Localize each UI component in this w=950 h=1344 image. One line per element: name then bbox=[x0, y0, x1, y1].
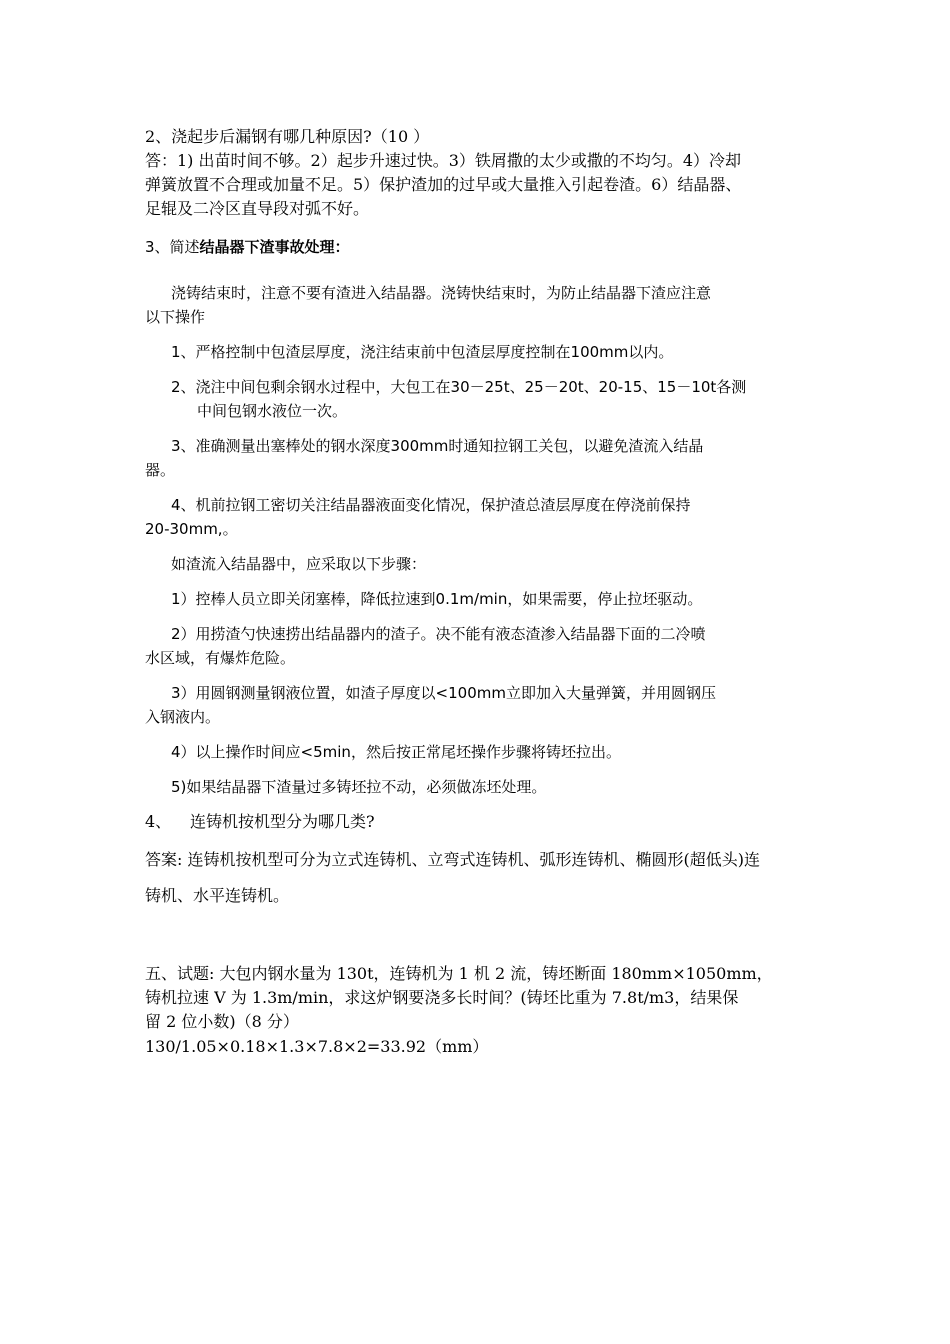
q3-item-2-line-1: 2、浇注中间包剩余钢水过程中，大包工在30－25t、25－20t、20-15、15－10t各测 bbox=[171, 378, 747, 396]
q3-title-prefix: 3、简述 bbox=[145, 238, 200, 256]
q5-formula: 130/1.05×0.18×1.3×7.8×2=33.92（mm） bbox=[145, 1037, 489, 1056]
q2-answer-line-1: 答：1) 出苗时间不够。2）起步升速过快。3）铁屑撒的太少或撒的不均匀。4）冷却 bbox=[145, 151, 742, 170]
q5-line-3: 留 2 位小数)（8 分） bbox=[145, 1012, 299, 1031]
q3-step-2-line-1: 2）用捞渣勺快速捞出结晶器内的渣子。决不能有液态渣渗入结晶器下面的二冷喷 bbox=[171, 625, 706, 643]
q3-steps-intro: 如渣流入结晶器中，应采取以下步骤： bbox=[171, 555, 427, 573]
q2-answer-line-2: 弹簧放置不合理或加量不足。5）保护渣加的过早或大量推入引起卷渣。6）结晶器、 bbox=[145, 175, 742, 194]
q3-intro-line-1: 浇铸结束时，注意不要有渣进入结晶器。浇铸快结束时，为防止结晶器下渣应注意 bbox=[171, 284, 712, 302]
q5-line-2: 铸机拉速 V 为 1.3m/min，求这炉钢要浇多长时间？(铸坯比重为 7.8t/m3，结果保 bbox=[145, 988, 739, 1007]
q3-item-1: 1、严格控制中包渣层厚度，浇注结束前中包渣层厚度控制在100mm以内。 bbox=[171, 343, 674, 361]
q3-item-2-line-2: 中间包钢水液位一次。 bbox=[197, 402, 348, 420]
q3-title bbox=[145, 236, 350, 258]
q3-item-3-line-1: 3、准确测量出塞棒处的钢水深度300mm时通知拉钢工关包，以避免渣流入结晶 bbox=[171, 437, 704, 455]
q5-line-1: 五、试题: 大包内钢水量为 130t，连铸机为 1 机 2 流，铸坯断面 180mm×1050mm， bbox=[145, 964, 773, 983]
q3-step-3-line-2: 入钢液内。 bbox=[145, 708, 221, 726]
q3-step-5: 5)如果结晶器下渣量过多铸坯拉不动，必须做冻坯处理。 bbox=[171, 778, 547, 796]
q3-step-3-line-1: 3）用圆钢测量钢液位置，如渣子厚度以<100mm立即加入大量弹簧，并用圆钢压 bbox=[171, 684, 716, 702]
q3-item-4-line-1: 4、机前拉钢工密切关注结晶器液面变化情况，保护渣总渣层厚度在停浇前保持 bbox=[171, 496, 691, 514]
q4-answer-line-2: 铸机、水平连铸机。 bbox=[145, 886, 290, 905]
q3-intro-line-2: 以下操作 bbox=[145, 308, 206, 326]
q4-question: 连铸机按机型分为哪几类? bbox=[190, 812, 375, 831]
q3-item-4-line-2: 20-30mm,。 bbox=[145, 520, 238, 538]
q3-step-4: 4）以上操作时间应<5min，然后按正常尾坯操作步骤将铸坯拉出。 bbox=[171, 743, 621, 761]
q2-answer-line-3: 足辊及二冷区直导段对弧不好。 bbox=[145, 199, 370, 218]
q3-title-bold: 结晶器下渣事故处理： bbox=[199, 238, 350, 256]
q4-answer-line-1: 答案: 连铸机按机型可分为立式连铸机、立弯式连铸机、弧形连铸机、椭圆形(超低头)连 bbox=[145, 850, 760, 869]
q3-step-2-line-2: 水区域，有爆炸危险。 bbox=[145, 649, 296, 667]
q4-number: 4、 bbox=[145, 812, 172, 831]
q3-item-3-line-2: 器。 bbox=[145, 461, 176, 479]
q2-title: 2、浇起步后漏钢有哪几种原因?（10 ） bbox=[145, 127, 430, 146]
q3-step-1: 1）控棒人员立即关闭塞棒，降低拉速到0.1m/min，如果需要，停止拉坯驱动。 bbox=[171, 590, 703, 608]
